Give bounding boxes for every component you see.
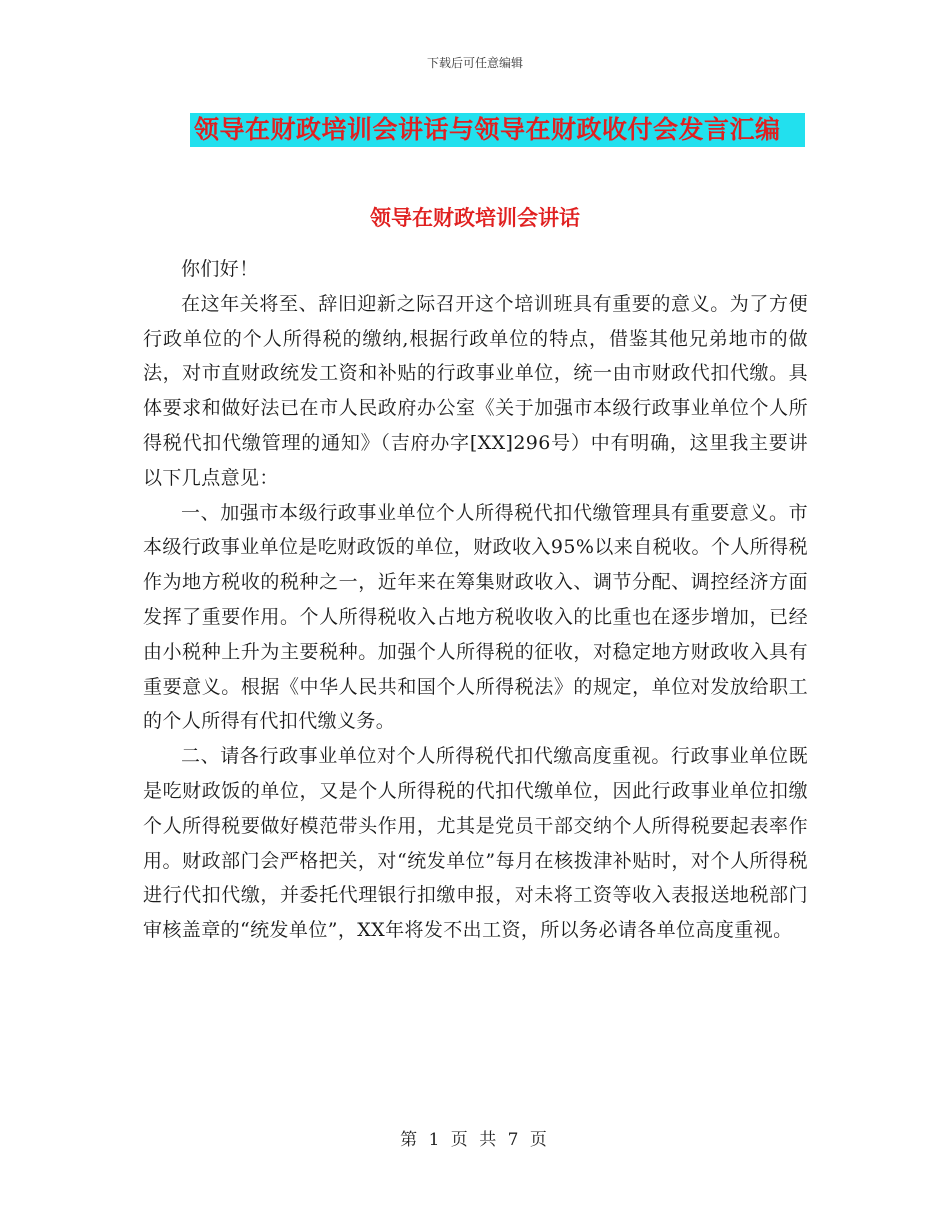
doc-title-highlight: [190, 113, 805, 147]
point-one-paragraph: 一、加强市本级行政事业单位个人所得税代扣代缴管理具有重要意义。市本级行政事业单位是吃财政饭的单位，财政收入95%以来自税收。个人所得税作为地方税收的税种之一，近年来在筹集财政收入、调节分配、调控经济方面发挥了重要作用。个人所得税收入占地方税收收入的比重也在逐步增加，已经由小税种上升为主要税种。加强个人所得税的征收，对稳定地方财政收入具有重要意义。根据《中华人民共和国个人所得税法》的规定，单位对发放给职工的个人所得有代扣代缴义务。: [143, 501, 808, 733]
doc-title: 领导在财政培训会讲话与领导在财政收付会发言汇编: [194, 115, 781, 144]
page-footer: 第 1 页 共 7 页: [400, 1130, 550, 1150]
point-two-paragraph: 二、请各行政事业单位对个人所得税代扣代缴高度重视。行政事业单位既是吃财政饭的单位，又是个人所得税的代扣代缴单位，因此行政事业单位扣缴个人所得税要做好模范带头作用，尤其是党员干部交纳个人所得税要起表率作用。财政部门会严格把关，对“统发单位”每月在核拨津补贴时，对个人所得税进行代扣代缴，并委托代理银行扣缴申报，对未将工资等收入表报送地税部门审核盖章的“统发单位”，XX年将发不出工资，所以务必请各单位高度重视。: [143, 745, 808, 942]
header-note: 下载后可任意编辑: [426, 56, 523, 70]
body-text: [143, 252, 808, 948]
intro-paragraph: 在这年关将至、辞旧迎新之际召开这个培训班具有重要的意义。为了方便行政单位的个人所得税的缴纳,根据行政单位的特点，借鉴其他兄弟地市的做法，对市直财政统发工资和补贴的行政事业单位，统一由市财政代扣代缴。具体要求和做好法已在市人民政府办公室《关于加强市本级行政事业单位个人所得税代扣代缴管理的通知》（吉府办字[XX]296号）中有明确，这里我主要讲以下几点意见：: [143, 292, 808, 489]
greeting-paragraph: 你们好！: [181, 258, 259, 280]
section-title: 领导在财政培训会讲话: [370, 205, 580, 230]
